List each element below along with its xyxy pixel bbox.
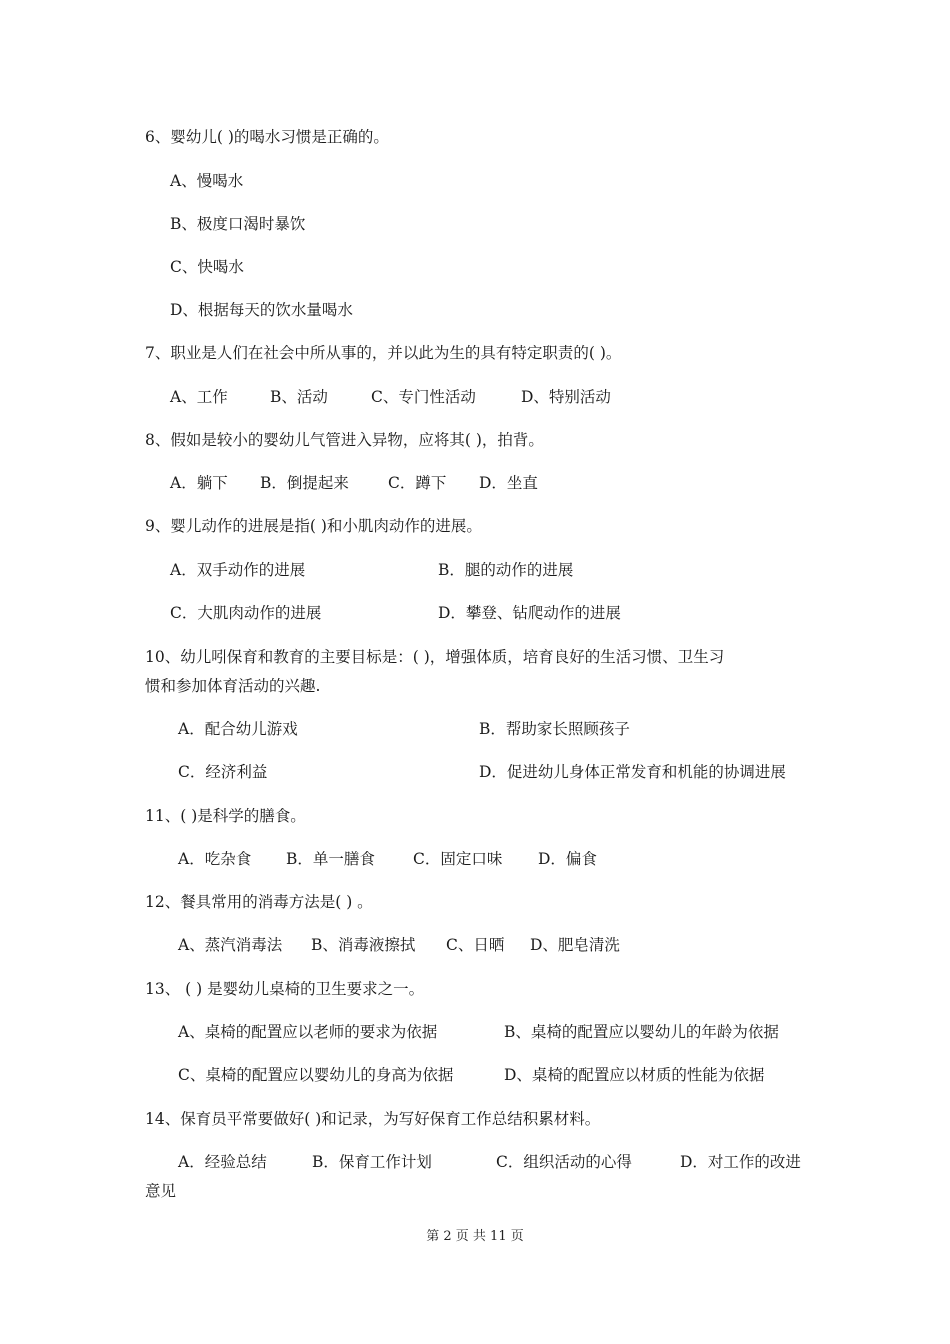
- q10-option-c: C．经济利益: [178, 763, 268, 781]
- q13-stem: 13、 ( ) 是婴幼儿桌椅的卫生要求之一。: [145, 980, 425, 998]
- q10-option-d: D．促进幼儿身体正常发育和机能的协调进展: [479, 763, 786, 781]
- q7-option-b: B、活动: [270, 388, 328, 406]
- q7-option-c: C、专门性活动: [371, 388, 476, 406]
- q13-option-b: B、桌椅的配置应以婴幼儿的年龄为依据: [504, 1023, 779, 1041]
- q7-option-a: A、工作: [170, 388, 228, 406]
- q14-option-c: C．组织活动的心得: [496, 1153, 632, 1171]
- q14-option-d: D．对工作的改进: [680, 1153, 801, 1171]
- q12-option-a: A、蒸汽消毒法: [178, 936, 283, 954]
- q9-option-c: C．大肌肉动作的进展: [170, 604, 322, 622]
- q10-stem-line2: 惯和参加体育活动的兴趣.: [145, 677, 321, 695]
- q12-stem: 12、餐具常用的消毒方法是( ) 。: [145, 893, 373, 911]
- q8-option-d: D．坐直: [479, 474, 538, 492]
- q10-option-b: B．帮助家长照顾孩子: [479, 720, 630, 738]
- q13-option-c: C、桌椅的配置应以婴幼儿的身高为依据: [178, 1066, 454, 1084]
- q11-option-a: A．吃杂食: [178, 850, 252, 868]
- q9-stem: 9、婴儿动作的进展是指( )和小肌肉动作的进展。: [145, 517, 482, 535]
- q13-option-a: A、桌椅的配置应以老师的要求为依据: [178, 1023, 438, 1041]
- q6-option-a: A、慢喝水: [170, 172, 244, 190]
- q7-stem: 7、职业是人们在社会中所从事的，并以此为生的具有特定职责的( )。: [145, 344, 622, 362]
- q8-stem: 8、假如是较小的婴幼儿气管进入异物，应将其( )，拍背。: [145, 431, 544, 449]
- q12-option-d: D、肥皂清洗: [530, 936, 620, 954]
- q13-option-d: D、桌椅的配置应以材质的性能为依据: [504, 1066, 765, 1084]
- q8-option-c: C．蹲下: [388, 474, 447, 492]
- q11-option-b: B．单一膳食: [286, 850, 375, 868]
- page-number-footer: 第 2 页 共 11 页: [426, 1229, 524, 1244]
- q8-option-a: A．躺下: [170, 474, 228, 492]
- q10-option-a: A．配合幼儿游戏: [178, 720, 298, 738]
- q6-option-d: D、根据每天的饮水量喝水: [170, 301, 353, 319]
- q14-option-d-continued: 意见: [145, 1182, 177, 1200]
- q11-option-d: D．偏食: [538, 850, 597, 868]
- q12-option-b: B、消毒液擦拭: [311, 936, 416, 954]
- q12-option-c: C、日晒: [446, 936, 505, 954]
- q9-option-d: D．攀登、钻爬动作的进展: [438, 604, 621, 622]
- q7-option-d: D、特别活动: [521, 388, 611, 406]
- q8-option-b: B．倒提起来: [260, 474, 349, 492]
- q11-option-c: C．固定口味: [413, 850, 503, 868]
- q6-option-b: B、极度口渴时暴饮: [170, 215, 306, 233]
- q6-option-c: C、快喝水: [170, 258, 244, 276]
- q14-option-b: B．保育工作计划: [312, 1153, 432, 1171]
- q10-stem-line1: 10、幼儿吲保育和教育的主要目标是：( )，增强体质，培育良好的生活习惯、卫生习: [145, 648, 725, 666]
- q9-option-b: B．腿的动作的进展: [438, 561, 574, 579]
- q14-option-a: A．经验总结: [178, 1153, 267, 1171]
- q11-stem: 11、( )是科学的膳食。: [145, 807, 306, 825]
- q14-stem: 14、保育员平常要做好( )和记录，为写好保育工作总结积累材料。: [145, 1110, 601, 1128]
- q6-stem: 6、婴幼儿( )的喝水习惯是正确的。: [145, 128, 389, 146]
- q9-option-a: A．双手动作的进展: [170, 561, 306, 579]
